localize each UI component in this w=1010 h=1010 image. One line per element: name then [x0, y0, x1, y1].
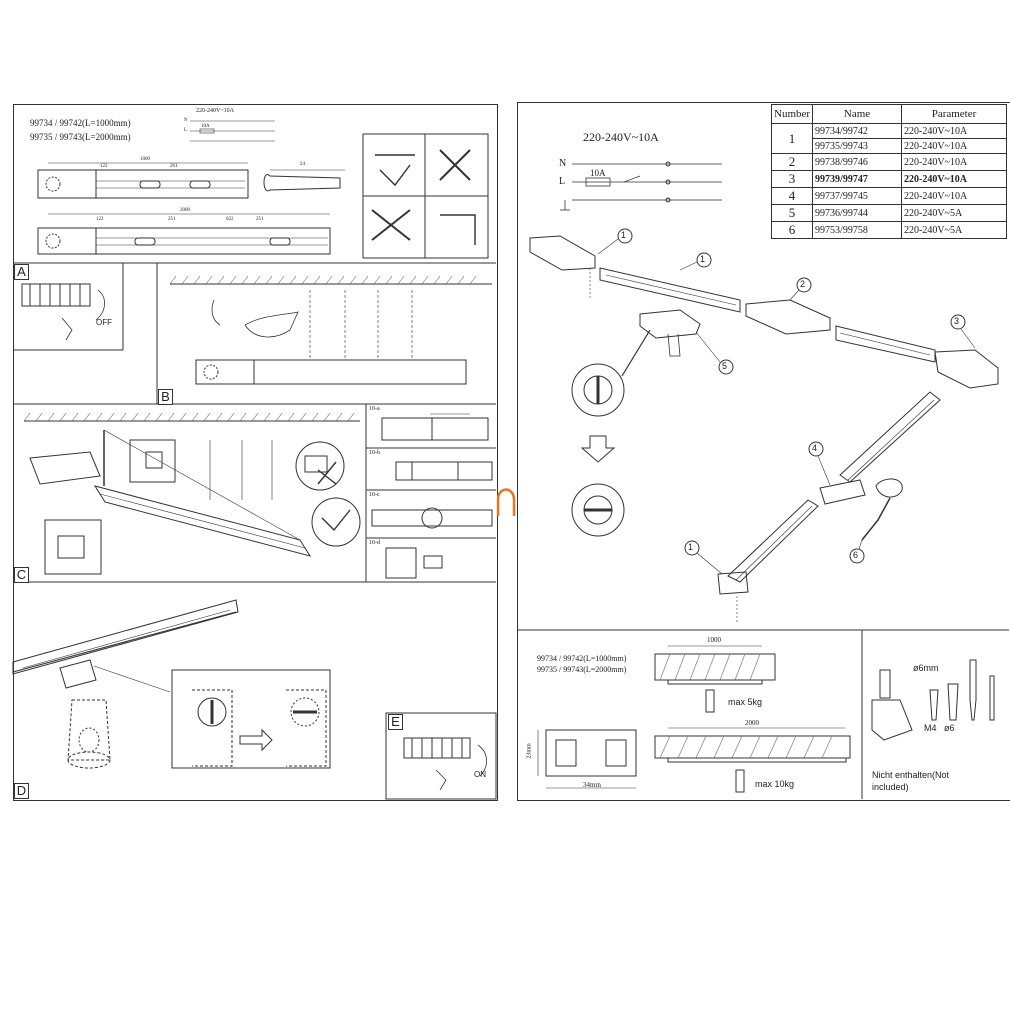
callout-4: 4: [812, 443, 818, 453]
callout-6: 6: [853, 550, 859, 560]
step-10a-label: 10-a: [369, 406, 380, 412]
left-models-line2: 99735 / 99743(L=2000mm): [30, 132, 131, 142]
callout-2: 2: [800, 279, 806, 289]
left-rail-long-dim-b: 251: [168, 217, 176, 222]
callout-1-bottom: 1: [688, 542, 694, 552]
left-models-line1: 99734 / 99742(L=1000mm): [30, 118, 131, 128]
panel-e-on-label: ON: [474, 770, 486, 779]
row-6-name: 99753/99758: [813, 222, 902, 239]
row-1-number: 1: [772, 124, 813, 154]
profile-height-label: 23mm: [526, 743, 533, 759]
profile-width-label: 34mm: [583, 781, 601, 789]
left-rail-long-length: 2000: [180, 208, 190, 213]
row-2-name: 99738/99746: [813, 154, 902, 171]
panel-b-letter: B: [158, 389, 173, 405]
step-10c-label: 10-c: [369, 492, 380, 498]
right-wiring-n: N: [559, 158, 567, 169]
header-parameter: Parameter: [902, 105, 1007, 124]
panel-a-letter: A: [14, 264, 29, 280]
left-wiring-n: N: [184, 118, 188, 123]
header-name: Name: [813, 105, 902, 124]
callout-5: 5: [722, 361, 728, 371]
left-rail-long-dim-d: 251: [256, 217, 264, 222]
callout-1-top: 1: [621, 230, 627, 240]
not-included-label: Nicht enthalten(Not included): [872, 770, 950, 792]
row-2-param: 220-240V~10A: [902, 154, 1007, 171]
row-1-param-a: 220-240V~10A: [902, 124, 1007, 139]
row-3-number: 3: [772, 171, 813, 188]
row-1-param-b: 220-240V~10A: [902, 139, 1007, 154]
panel-e-letter: E: [388, 714, 403, 730]
row-3-param: 220-240V~10A: [902, 171, 1007, 188]
row-5-param: 220-240V~5A: [902, 205, 1007, 222]
right-voltage: 220-240V~10A: [583, 130, 659, 144]
row-4-name: 99737/99745: [813, 188, 902, 205]
panel-d-letter: D: [14, 783, 29, 799]
left-rail-short-dim-a: 122: [100, 164, 108, 169]
panel-c-letter: C: [14, 567, 29, 583]
callout-3: 3: [954, 316, 960, 326]
left-rail-long-dim-c: 622: [226, 217, 234, 222]
length-1000-label: 1000: [707, 636, 721, 644]
right-wiring-l: L: [559, 176, 566, 187]
length-2000-label: 2000: [745, 719, 759, 727]
panel-a-off-label: OFF: [96, 318, 112, 327]
row-3-name: 99739/99747: [813, 171, 902, 188]
bottom-models-line2: 99735 / 99743(L=2000mm): [537, 665, 627, 674]
right-wiring-fuse: 10A: [590, 168, 606, 178]
left-wiring-fuse: 10A: [201, 124, 210, 129]
max-10kg-label: max 10kg: [755, 779, 795, 789]
row-4-param: 220-240V~10A: [902, 188, 1007, 205]
left-profile-dim: 24: [300, 162, 305, 167]
screw-label: M4: [924, 723, 937, 733]
left-rail-short-length: 1000: [140, 157, 150, 162]
row-5-number: 5: [772, 205, 813, 222]
header-number: Number: [772, 105, 813, 124]
row-2-number: 2: [772, 154, 813, 171]
max-5kg-label: max 5kg: [728, 697, 763, 707]
bottom-models-line1: 99734 / 99742(L=1000mm): [537, 654, 627, 663]
left-voltage: 220-240V~10A: [196, 108, 234, 114]
callout-1-rail: 1: [700, 254, 706, 264]
drill-label: ø6mm: [913, 663, 939, 673]
step-10d-label: 10-d: [369, 540, 380, 546]
left-wiring-l: L: [184, 128, 188, 133]
left-rail-short-dim-b: 261: [170, 164, 178, 169]
row-1-name-b: 99735/99743: [813, 139, 902, 154]
row-4-number: 4: [772, 188, 813, 205]
row-1-name-a: 99734/99742: [813, 124, 902, 139]
row-5-name: 99736/99744: [813, 205, 902, 222]
plug-label: ø6: [944, 723, 955, 733]
row-6-param: 220-240V~5A: [902, 222, 1007, 239]
step-10b-label: 10-b: [369, 450, 380, 456]
left-rail-long-dim-a: 122: [96, 217, 104, 222]
row-6-number: 6: [772, 222, 813, 239]
